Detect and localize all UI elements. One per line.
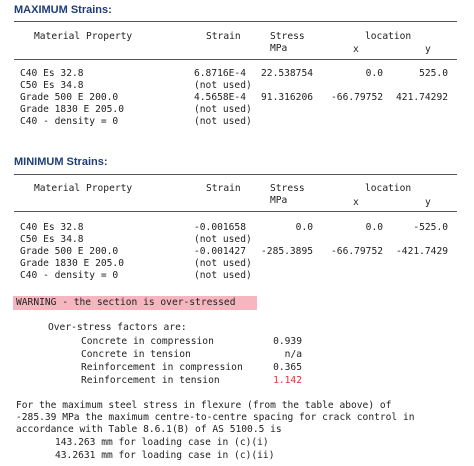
minimum-header-divider (14, 211, 457, 212)
overstress-value-exceeded: 1.142 (273, 375, 302, 386)
overstress-value: 0.939 (273, 336, 302, 347)
overstress-label: Concrete in compression (81, 336, 214, 347)
x-cell: -66.79752 (331, 246, 383, 257)
maximum-header-divider (14, 59, 457, 60)
material-cell: C40 - density = 0 (20, 116, 119, 127)
overstress-label: Concrete in tension (81, 349, 191, 360)
strain-cell: 4.5658E-4 (194, 92, 246, 103)
maximum-header-strain: Strain (206, 31, 241, 42)
material-cell: C50 Es 34.8 (20, 234, 84, 245)
strain-cell: (not used) (194, 116, 252, 127)
crack-control-line: -285.39 MPa the maximum centre-to-centre spacing for crack control in (16, 412, 415, 423)
stress-cell: 0.0 (295, 222, 313, 233)
overstress-value: 0.365 (273, 362, 302, 373)
strain-cell: -0.001658 (194, 222, 246, 233)
crack-control-line: For the maximum steel stress in flexure (from the table above) of (16, 400, 392, 411)
strain-cell: (not used) (194, 104, 252, 115)
material-cell: C40 Es 32.8 (20, 222, 84, 233)
overstress-label: Reinforcement in tension (81, 375, 220, 386)
minimum-header-strain: Strain (206, 183, 241, 194)
material-cell: C40 - density = 0 (20, 270, 119, 281)
minimum-header-material: Material Property (34, 183, 133, 194)
y-cell: 525.0 (419, 68, 448, 79)
material-cell: Grade 1830 E 205.0 (20, 104, 124, 115)
material-cell: C50 Es 34.8 (20, 80, 84, 91)
minimum-top-divider (14, 174, 457, 175)
strain-cell: (not used) (194, 234, 252, 245)
y-cell: -421.7429 (396, 246, 448, 257)
maximum-header-material: Material Property (34, 31, 133, 42)
maximum-strains-title: MAXIMUM Strains: (14, 4, 112, 16)
crack-spacing-case-ii: 43.2631 mm for loading case in (c)(ii) (55, 450, 275, 461)
strain-cell: (not used) (194, 270, 252, 281)
minimum-header-location: location (365, 183, 412, 194)
minimum-strains-title: MINIMUM Strains: (14, 156, 108, 168)
maximum-header-stress-unit: MPa (270, 43, 288, 54)
maximum-top-divider (14, 21, 457, 22)
x-cell: 0.0 (365, 222, 383, 233)
x-cell: 0.0 (365, 68, 383, 79)
maximum-header-location: location (365, 31, 412, 42)
overstress-label: Reinforcement in compression (81, 362, 243, 373)
material-cell: Grade 500 E 200.0 (20, 246, 119, 257)
maximum-header-y: y (425, 44, 431, 55)
minimum-header-stress-unit: MPa (270, 195, 288, 206)
crack-spacing-case-i: 143.263 mm for loading case in (c)(i) (55, 437, 269, 448)
material-cell: C40 Es 32.8 (20, 68, 84, 79)
strain-cell: -0.001427 (194, 246, 246, 257)
strain-cell: (not used) (194, 80, 252, 91)
y-cell: 421.74292 (396, 92, 448, 103)
y-cell: -525.0 (413, 222, 448, 233)
minimum-header-stress: Stress (270, 183, 305, 194)
minimum-header-x: x (353, 197, 359, 208)
overstress-title: Over-stress factors are: (48, 322, 187, 333)
stress-cell: 91.316206 (261, 92, 313, 103)
overstress-value: n/a (284, 349, 302, 360)
stress-cell: 22.538754 (261, 68, 313, 79)
material-cell: Grade 1830 E 205.0 (20, 258, 124, 269)
strain-cell: 6.8716E-4 (194, 68, 246, 79)
maximum-header-x: x (353, 44, 359, 55)
x-cell: -66.79752 (331, 92, 383, 103)
warning-text: WARNING - the section is over-stressed (16, 297, 236, 308)
material-cell: Grade 500 E 200.0 (20, 92, 119, 103)
stress-cell: -285.3895 (261, 246, 313, 257)
minimum-header-y: y (425, 197, 431, 208)
crack-control-line: accordance with Table 8.6.1(B) of AS 5100.5 is (16, 424, 282, 435)
strain-cell: (not used) (194, 258, 252, 269)
maximum-header-stress: Stress (270, 31, 305, 42)
